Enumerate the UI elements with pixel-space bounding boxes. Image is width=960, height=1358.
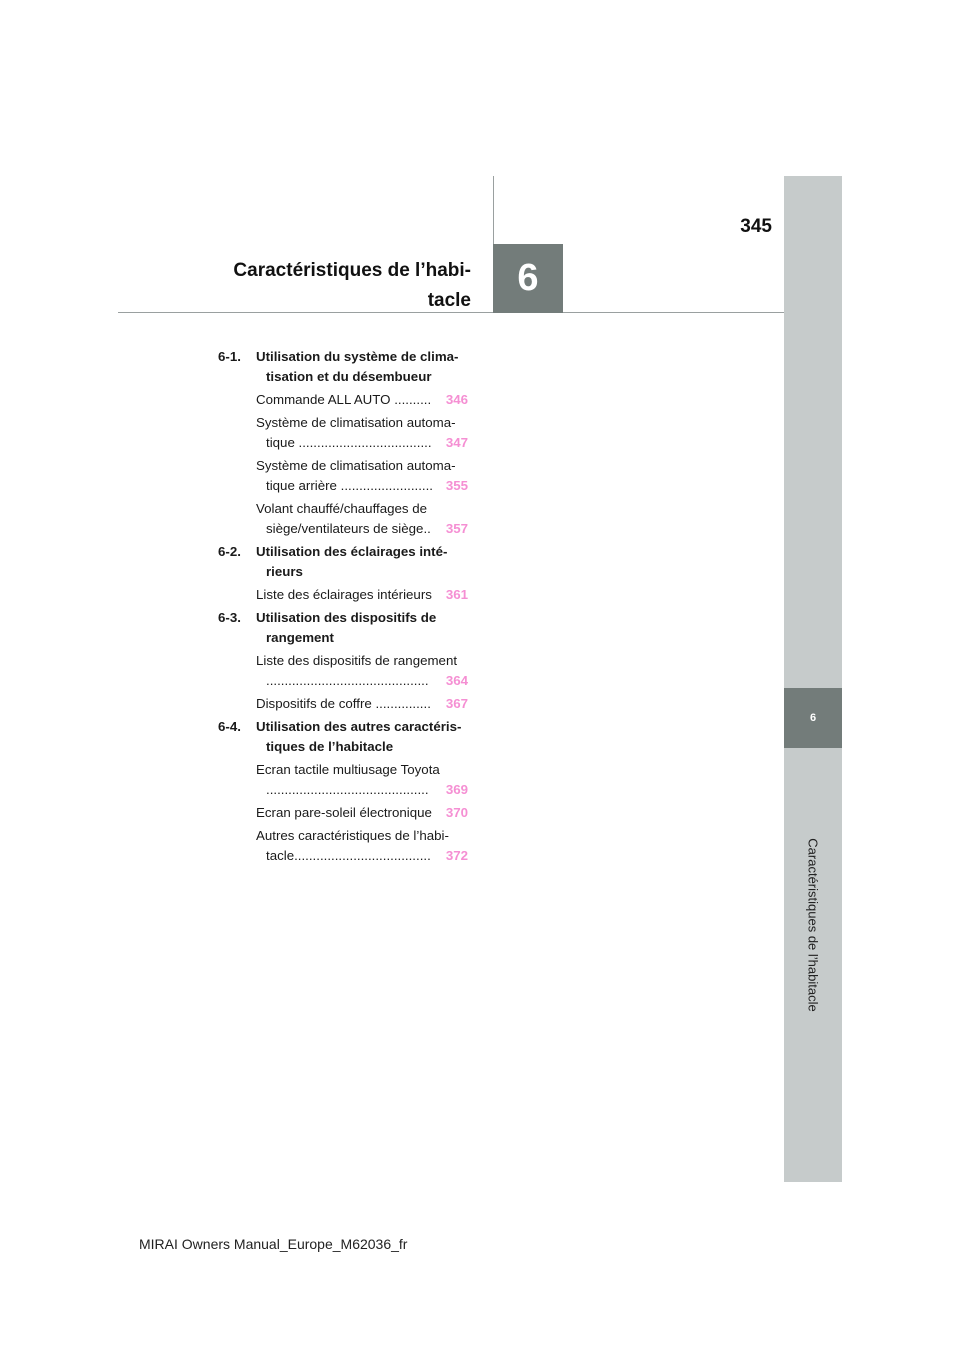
entry-title-cont: tacle..................................... [266, 848, 431, 863]
entry-page-link[interactable]: 370 [445, 805, 468, 820]
toc-section-6-1 [218, 347, 468, 387]
entry-page-link[interactable]: 346 [445, 392, 468, 407]
side-chapter-label: Caractéristiques de l’habitacle [805, 838, 821, 1012]
footer-text: MIRAI Owners Manual_Europe_M62036_fr [139, 1236, 408, 1252]
toc-entry[interactable] [218, 826, 468, 866]
entry-title: Commande ALL AUTO .......... [256, 392, 432, 407]
entry-page-link[interactable]: 357 [445, 521, 468, 536]
entry-page-link[interactable]: 369 [445, 782, 468, 797]
section-title: Utilisation des dispositifs de [256, 610, 437, 625]
chapter-title-line2: tacle [427, 290, 471, 311]
entry-title: Dispositifs de coffre ............... [256, 696, 431, 711]
toc-entry[interactable] [218, 585, 468, 605]
toc-entry[interactable] [218, 694, 468, 714]
toc-section-6-2 [218, 542, 468, 582]
section-title-cont: tiques de l’habitacle [266, 739, 394, 754]
entry-page-link[interactable]: 367 [445, 696, 468, 711]
entry-page-link[interactable]: 372 [445, 848, 468, 863]
chapter-title [233, 256, 471, 316]
entry-title-cont: tique .................................... [266, 435, 432, 450]
section-title: Utilisation des éclairages inté- [256, 544, 448, 559]
toc-entry[interactable] [218, 760, 468, 800]
entry-title: Liste des éclairages intérieurs [256, 587, 432, 602]
entry-title-cont: siège/ventilateurs de siège.. [266, 521, 431, 536]
chapter-title-line1: Caractéristiques de l’habi- [233, 260, 471, 281]
entry-title: Ecran tactile multiusage Toyota [256, 762, 440, 777]
chapter-number-box: 6 [493, 244, 563, 313]
toc-entry[interactable] [218, 413, 468, 453]
toc-section-6-4 [218, 717, 468, 757]
entry-title-cont: tique arrière ......................... [266, 478, 434, 493]
entry-title-cont: ............................................ [266, 782, 429, 797]
entry-page-link[interactable]: 364 [445, 673, 468, 688]
entry-title: Autres caractéristiques de l’habi- [256, 828, 449, 843]
page-number: 345 [740, 216, 772, 237]
section-title-cont: rangement [266, 630, 334, 645]
toc-entry[interactable] [218, 390, 468, 410]
toc-section-6-3 [218, 608, 468, 648]
entry-page-link[interactable]: 347 [445, 435, 468, 450]
toc-entry[interactable] [218, 456, 468, 496]
entry-page-link[interactable]: 355 [445, 478, 468, 493]
section-number: 6-1. [218, 349, 241, 364]
toc-entry[interactable] [218, 803, 468, 823]
entry-title: Liste des dispositifs de rangement [256, 653, 458, 668]
section-title: Utilisation des autres caractéris- [256, 719, 462, 734]
entry-title: Système de climatisation automa- [256, 458, 456, 473]
toc-entry[interactable] [218, 651, 468, 691]
section-number: 6-3. [218, 610, 241, 625]
section-title-cont: tisation et du désembueur [266, 369, 432, 384]
table-of-contents [218, 344, 468, 866]
toc-entry[interactable] [218, 499, 468, 539]
section-number: 6-4. [218, 719, 241, 734]
section-number: 6-2. [218, 544, 241, 559]
section-title-cont: rieurs [266, 564, 303, 579]
entry-title: Volant chauffé/chauffages de [256, 501, 428, 516]
entry-title-cont: ............................................ [266, 673, 429, 688]
side-strip [784, 176, 842, 1182]
entry-page-link[interactable]: 361 [445, 587, 468, 602]
entry-title: Système de climatisation automa- [256, 415, 456, 430]
section-title: Utilisation du système de clima- [256, 349, 459, 364]
side-chapter-tab[interactable]: 6 [784, 688, 842, 748]
entry-title: Ecran pare-soleil électronique [256, 805, 432, 820]
